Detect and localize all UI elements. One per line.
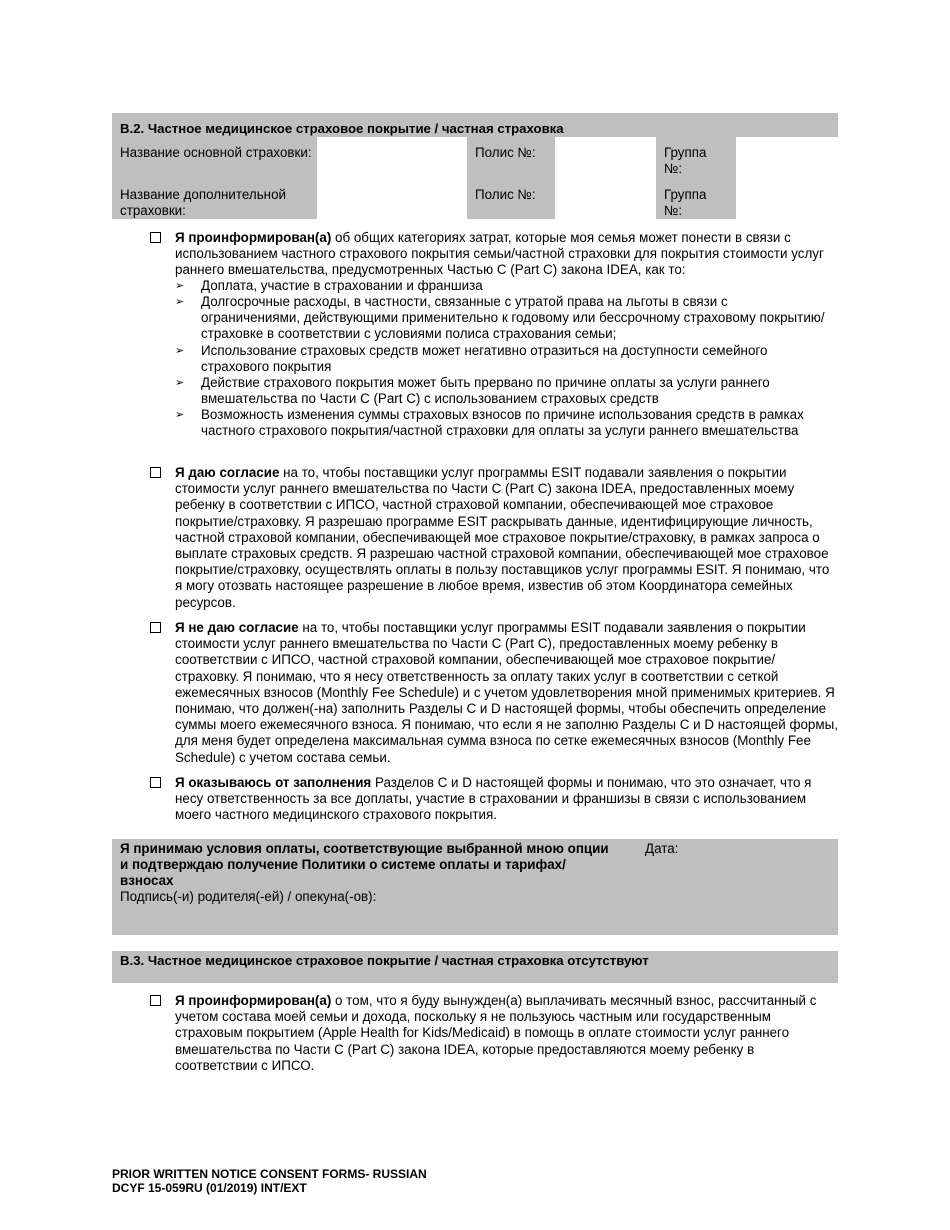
secondary-policy-label: Полис №:: [467, 178, 555, 219]
section-b3-header: [112, 951, 838, 983]
secondary-group-field[interactable]: [736, 178, 838, 219]
primary-insurance-name-label: Название основной страховки:: [112, 137, 317, 178]
acceptance-statement: Я принимаю условия оплаты, соответствующие выбранной мною опции и подтверждаю получение Политики о системе оплаты и тарифах/взносах: [120, 841, 609, 889]
option-informed-costs-text: Я проинформирован(а) об общих категориях затрат, которые моя семья может понести в связи с использованием частного страхового покрытия семьи/частной страховки для покрытия стоимости услуг раннего вмешательства, предусмотренных Частью C (Part C) закона IDEA, как то:: [175, 230, 824, 278]
checkbox-decline-sections[interactable]: [150, 777, 161, 788]
option-no-consent-text: Я не даю согласие на то, чтобы поставщики услуг программы ESIT подавали заявления о покрытии стоимости услуг раннего вмешательства по Части C (Part C), предоставленных моему ребенку в соответствии с ИПСО, частной страховой компании, обеспечивающей мое страховое покрытие/страховку. Я понимаю, что я несу ответственность за оплату таких услуг в соответствии с сеткой ежемесячных взносов (Monthly Fee Schedule) и с учетом удовлетворения мной применимых критериев. Я понимаю, что должен(-на) заполнить Разделы C и D настоящей формы, чтобы обеспечить определение суммы моего ежемесячного взноса. Я понимаю, что если я не заполню Разделы C и D настоящей формы, для меня будет определена максимальная сумма взноса по сетке ежемесячных взносов (Monthly Fee Schedule) с учетом состава семьи.: [175, 620, 838, 765]
arrow-bullet-icon: ➢: [175, 409, 185, 421]
primary-policy-label: Полис №:: [467, 137, 555, 178]
option-no-consent: [148, 620, 838, 766]
secondary-insurance-name-label: Название дополнительной страховки:: [112, 178, 317, 219]
secondary-policy-field[interactable]: [555, 178, 656, 219]
date-label: Дата:: [645, 841, 679, 856]
primary-group-label: Группа №:: [656, 137, 736, 178]
option-informed-monthly-fee-text: Я проинформирован(а) о том, что я буду вынужден(а) выплачивать месячный взнос, рассчитанный с учетом состава моей семьи и дохода, поскольку я не пользуюсь частным или государственным страховым покрытием (Apple Health for Kids/Medicaid) в помощь в оплате стоимости услуг раннего вмешательства по Части C (Part C) закона IDEA, которые предоставляются моему ребенку в соответствии с ИПСО.: [175, 993, 817, 1073]
option-decline-sections-text: Я оказываюсь от заполнения Разделов C и D настоящей формы и понимаю, что это означает, что я несу ответственность за все доплаты, участие в страховании и франшизы в связи с использованием моего частного медицинского страхового покрытия.: [175, 775, 812, 823]
signature-section: [112, 839, 838, 935]
arrow-bullet-icon: ➢: [175, 345, 185, 357]
checkbox-informed-costs[interactable]: [150, 232, 161, 243]
primary-insurance-name-field[interactable]: [317, 137, 467, 178]
arrow-bullet-icon: ➢: [175, 296, 185, 308]
footer-form-number: DCYF 15-059RU (01/2019) INT/EXT: [112, 1181, 307, 1195]
option-give-consent: [148, 465, 838, 611]
primary-group-field[interactable]: [736, 137, 838, 178]
checkbox-informed-monthly-fee[interactable]: [150, 995, 161, 1006]
primary-policy-field[interactable]: [555, 137, 656, 178]
secondary-insurance-name-field[interactable]: [317, 178, 467, 219]
arrow-bullet-icon: ➢: [175, 280, 185, 292]
page-footer: [112, 1167, 427, 1195]
secondary-group-label: Группа №:: [656, 178, 736, 219]
section-b3-title: B.3. Частное медицинское страховое покрытие / частная страховка отсутствуют: [120, 953, 649, 968]
signature-label: Подпись(-и) родителя(-ей) / опекуна(-ов):: [120, 889, 377, 904]
option-give-consent-text: Я даю согласие на то, чтобы поставщики услуг программы ESIT подавали заявления о покрытии стоимости услуг раннего вмешательства по Части C (Part C) закона IDEA, предоставленных моему ребенку в соответствии с ИПСО, частной страховой компании, обеспечивающей мое страховое покрытие/страховку. Я разрешаю программе ESIT раскрывать данные, идентифицирующие личность, частной страховой компании, обеспечивающей мое страховое покрытие/страховку, в рамках запроса о выплате страховых средств. Я разрешаю частной страховой компании, обеспечивающей мое страховое покрытие/страховку, осуществлять оплаты в пользу поставщиков услуг программы ESIT. Я понимаю, что я могу отозвать настоящее разрешение в любое время, известив об этом Координатора семейных ресурсов.: [175, 465, 830, 610]
option-informed-monthly-fee: [148, 993, 838, 1075]
option-decline-sections: [148, 775, 838, 825]
arrow-bullet-icon: ➢: [175, 377, 185, 389]
checkbox-no-consent[interactable]: [150, 622, 161, 633]
section-b2-header: [112, 113, 838, 137]
checkbox-give-consent[interactable]: [150, 467, 161, 478]
section-b2-title: B.2. Частное медицинское страховое покрытие / частная страховка: [120, 121, 564, 136]
option-informed-costs: [148, 230, 838, 280]
footer-form-title: PRIOR WRITTEN NOTICE CONSENT FORMS- RUSSIAN: [112, 1167, 427, 1181]
